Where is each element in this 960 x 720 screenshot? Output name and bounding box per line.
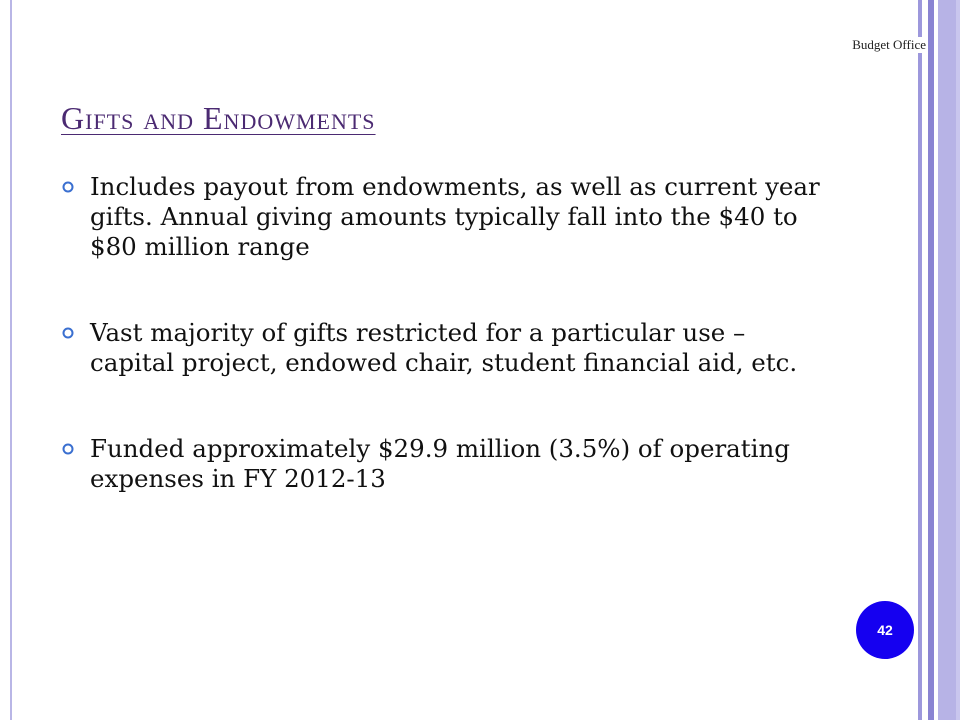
left-border-rule — [10, 0, 12, 720]
right-border-bar — [938, 0, 956, 720]
right-border-bar — [956, 0, 960, 720]
page-number-badge: 42 — [856, 601, 914, 659]
bullet-item — [62, 318, 822, 378]
bullet-item — [62, 434, 822, 494]
ring-bullet-icon — [62, 443, 74, 455]
ring-bullet-icon — [62, 327, 74, 339]
slide-title: Gifts and Endowments — [61, 100, 376, 136]
bullet-item — [62, 172, 822, 262]
ring-bullet-icon — [62, 181, 74, 193]
bullet-text: Includes payout from endowments, as well as current year gifts. Annual giving amounts typically fall into the $40 to $80 million range — [90, 172, 820, 261]
right-border-bar — [918, 0, 922, 720]
bullet-list — [62, 172, 822, 550]
bullet-text: Funded approximately $29.9 million (3.5%) of operating expenses in FY 2012-13 — [90, 434, 790, 493]
header-office-label: Budget Office — [852, 37, 926, 52]
bullet-text: Vast majority of gifts restricted for a particular use – capital project, endowed chair, student financial aid, etc. — [90, 318, 798, 377]
